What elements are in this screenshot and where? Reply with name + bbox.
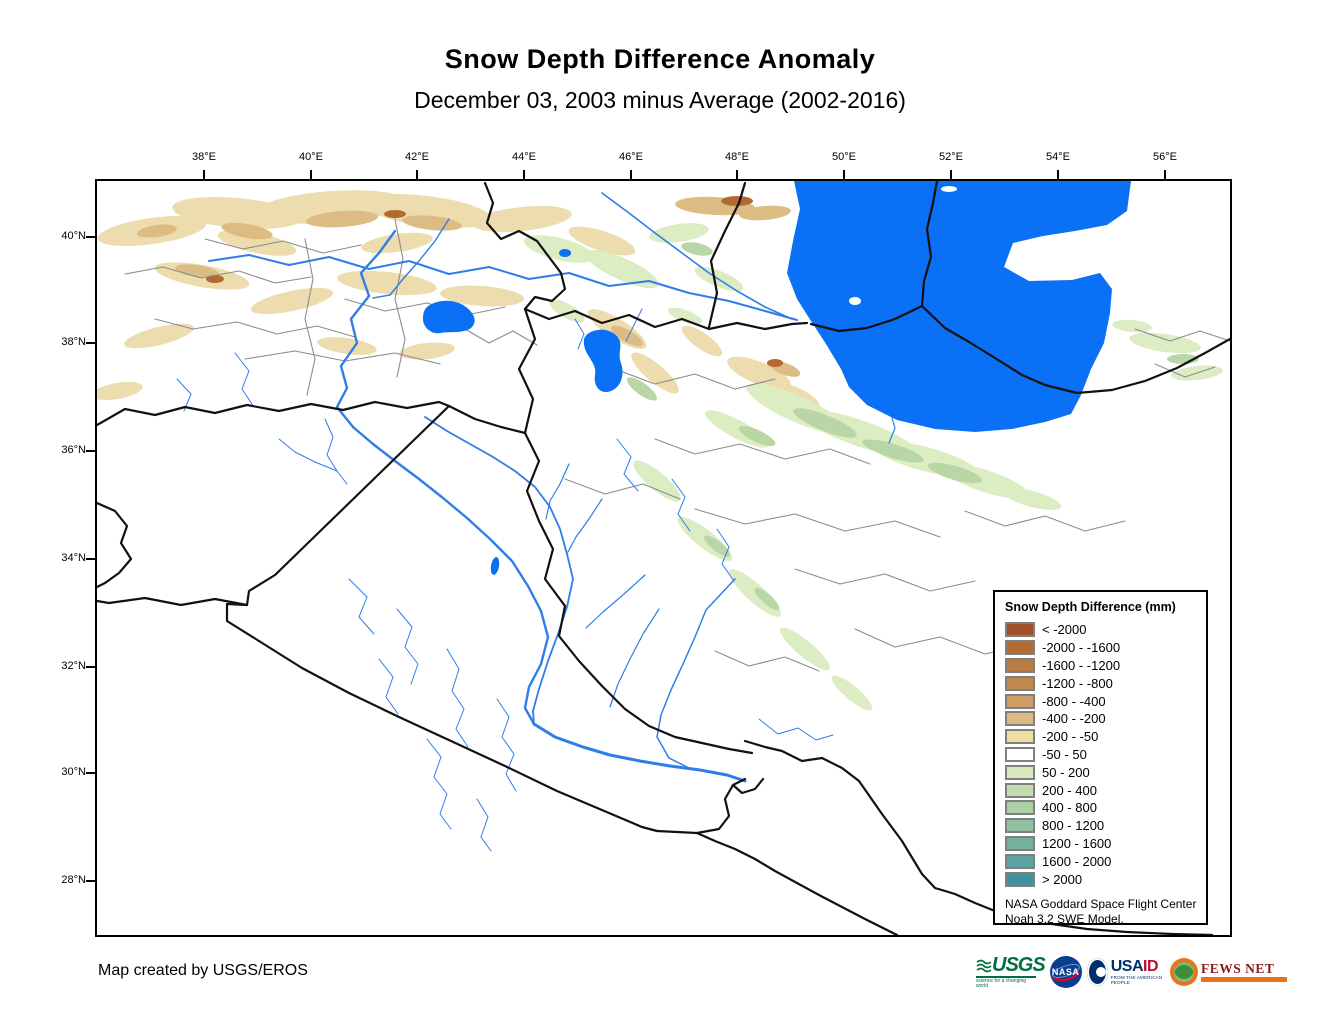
legend-item-label: -800 - -400 — [1042, 693, 1106, 709]
legend-item-label: 400 - 800 — [1042, 800, 1097, 816]
legend-title: Snow Depth Difference (mm) — [1005, 600, 1176, 614]
legend-swatch — [1005, 747, 1035, 762]
caspian-island — [849, 297, 861, 305]
lon-tick-label: 56°E — [1153, 151, 1177, 163]
lon-tick-label: 40°E — [299, 151, 323, 163]
usgs-wave-icon — [976, 957, 992, 973]
legend-swatch — [1005, 800, 1035, 815]
lat-tick-mark — [86, 558, 95, 560]
page-title: Snow Depth Difference Anomaly — [444, 44, 876, 74]
legend-item-label: -200 - -50 — [1042, 729, 1099, 745]
legend-item — [1005, 710, 1206, 728]
nasa-wordmark: NASA — [1051, 967, 1080, 977]
legend-item — [1005, 870, 1206, 888]
legend-item — [1005, 817, 1206, 835]
legend-item-label: < -2000 — [1042, 622, 1087, 638]
lat-tick-mark — [86, 342, 95, 344]
legend-item-label: -400 - -200 — [1042, 711, 1106, 727]
lon-tick-mark — [203, 170, 205, 179]
lat-tick-mark — [86, 666, 95, 668]
fewsnet-globe-icon — [1170, 958, 1198, 986]
lat-tick-label: 40°N — [61, 230, 86, 242]
lat-tick-label: 38°N — [61, 336, 86, 348]
lat-tick-mark — [86, 236, 95, 238]
legend-swatch — [1005, 765, 1035, 780]
lake-van — [423, 301, 475, 334]
legend-item — [1005, 799, 1206, 817]
legend-swatch — [1005, 836, 1035, 851]
lon-tick-label: 48°E — [725, 151, 749, 163]
legend-rows — [1005, 621, 1206, 888]
caspian-sea — [787, 181, 1131, 432]
rivers — [177, 193, 895, 851]
lat-tick-label: 36°N — [61, 444, 86, 456]
usgs-wordmark: USGS — [992, 954, 1045, 976]
fewsnet-wordmark: FEWS NET — [1200, 960, 1275, 976]
legend — [993, 590, 1208, 925]
legend-item — [1005, 728, 1206, 746]
lon-tick-mark — [523, 170, 525, 179]
lon-tick-mark — [310, 170, 312, 179]
legend-item-label: 50 - 200 — [1042, 764, 1090, 780]
legend-item — [1005, 852, 1206, 870]
legend-swatch — [1005, 854, 1035, 869]
legend-note — [1005, 897, 1206, 927]
legend-item-label: 800 - 1200 — [1042, 818, 1105, 834]
lon-tick-mark — [950, 170, 952, 179]
legend-swatch — [1005, 783, 1035, 798]
legend-swatch — [1005, 694, 1035, 709]
usaid-wordmark: USAID — [1110, 958, 1158, 975]
lon-tick-label: 52°E — [939, 151, 963, 163]
lat-tick-mark — [86, 880, 95, 882]
legend-swatch — [1005, 711, 1035, 726]
legend-item — [1005, 657, 1206, 675]
lake-tharthar — [489, 556, 500, 575]
usgs-logo — [976, 955, 1045, 989]
lake-urmia — [584, 330, 623, 392]
fewsnet-logo — [1170, 958, 1287, 986]
legend-swatch — [1005, 676, 1035, 691]
lon-tick-label: 50°E — [832, 151, 856, 163]
usaid-tagline: FROM THE AMERICAN PEOPLE — [1110, 975, 1163, 985]
legend-item-label: -50 - 50 — [1042, 746, 1087, 762]
map-credit: Map created by USGS/EROS — [98, 962, 308, 979]
legend-item-label: 1600 - 2000 — [1042, 853, 1112, 869]
legend-item — [1005, 763, 1206, 781]
legend-item-label: -2000 - -1600 — [1042, 640, 1121, 656]
legend-item-label: 200 - 400 — [1042, 782, 1097, 798]
legend-item — [1005, 746, 1206, 764]
page-subtitle: December 03, 2003 minus Average (2002-2016) — [414, 87, 906, 113]
lat-tick-mark — [86, 450, 95, 452]
legend-item — [1005, 639, 1206, 657]
legend-swatch — [1005, 640, 1035, 655]
lon-tick-mark — [736, 170, 738, 179]
lon-tick-mark — [843, 170, 845, 179]
lon-tick-mark — [630, 170, 632, 179]
legend-note-line1: NASA Goddard Space Flight Center — [1005, 896, 1197, 911]
lon-tick-label: 38°E — [192, 151, 216, 163]
legend-swatch — [1005, 729, 1035, 744]
legend-item — [1005, 781, 1206, 799]
fewsnet-banner — [1201, 977, 1287, 982]
lon-tick-label: 54°E — [1046, 151, 1070, 163]
legend-item — [1005, 692, 1206, 710]
nasa-logo — [1050, 956, 1082, 988]
lon-tick-mark — [1164, 170, 1166, 179]
lat-tick-label: 30°N — [61, 766, 86, 778]
legend-item — [1005, 621, 1206, 639]
lon-tick-mark — [1057, 170, 1059, 179]
lat-tick-label: 34°N — [61, 552, 86, 564]
lat-tick-mark — [86, 772, 95, 774]
legend-swatch — [1005, 818, 1035, 833]
lon-tick-label: 46°E — [619, 151, 643, 163]
usaid-seal-icon — [1087, 958, 1108, 986]
legend-item-label: -1200 - -800 — [1042, 675, 1113, 691]
lon-tick-mark — [416, 170, 418, 179]
lat-tick-label: 32°N — [61, 660, 86, 672]
legend-item-label: 1200 - 1600 — [1042, 835, 1112, 851]
legend-item — [1005, 835, 1206, 853]
legend-swatch — [1005, 872, 1035, 887]
usaid-logo — [1087, 958, 1165, 986]
lat-tick-label: 28°N — [61, 874, 86, 886]
lake-sevan — [559, 249, 571, 257]
logo-strip — [976, 950, 1275, 994]
lon-tick-label: 42°E — [405, 151, 429, 163]
legend-swatch — [1005, 622, 1035, 637]
legend-swatch — [1005, 658, 1035, 673]
lon-tick-label: 44°E — [512, 151, 536, 163]
legend-note-line2: Noah 3.2 SWE Model. — [1005, 911, 1124, 926]
legend-item-label: -1600 - -1200 — [1042, 657, 1121, 673]
terrain-negative-patches — [97, 186, 822, 414]
nasa-insignia-icon — [1050, 956, 1082, 988]
legend-item-label: > 2000 — [1042, 871, 1083, 887]
caspian-peninsula — [941, 186, 957, 192]
legend-item — [1005, 674, 1206, 692]
usgs-tagline: science for a changing world — [976, 976, 1036, 989]
